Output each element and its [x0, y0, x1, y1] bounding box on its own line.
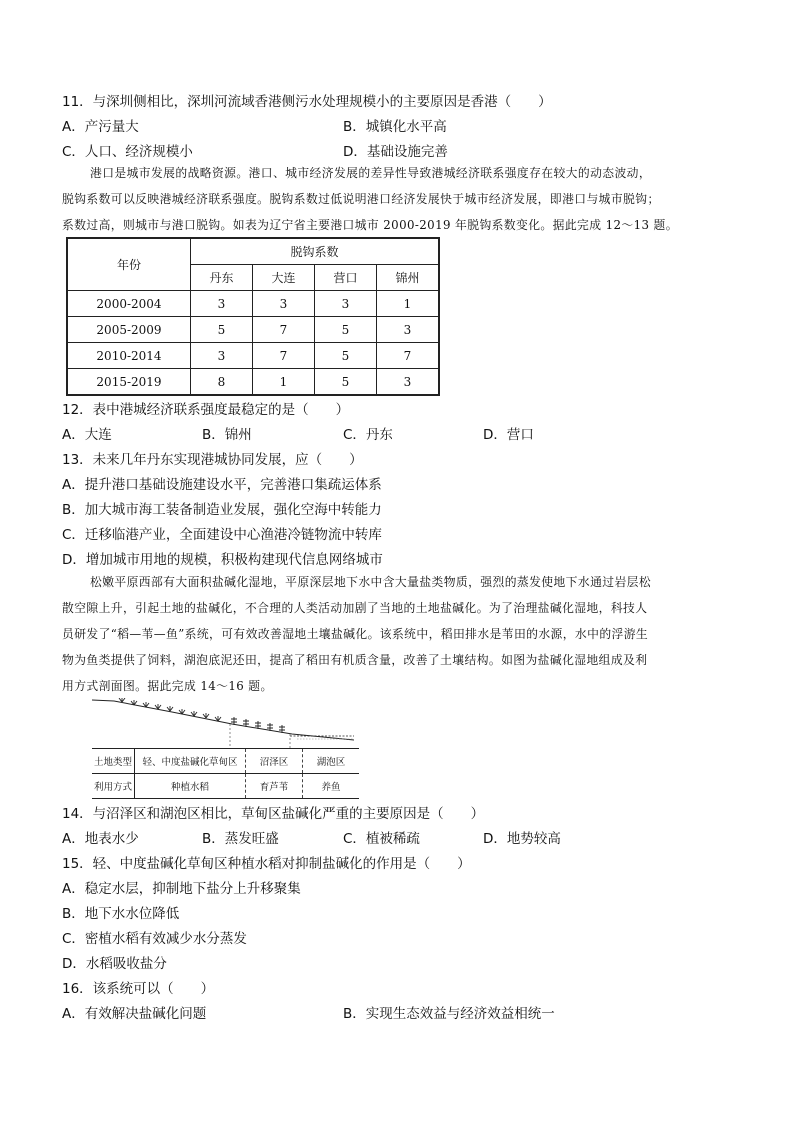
q15-stem: 15．轻、中度盐碱化草甸区种植水稻对抑制盐碱化的作用是（ ） — [62, 856, 471, 872]
q13-option-a: A．提升港口基础设施建设水平，完善港口集疏运体系 — [62, 477, 382, 493]
table-cell: 7 — [253, 343, 315, 369]
table-cell: 5 — [191, 317, 253, 343]
q12-option-c: C．丹东 — [343, 427, 393, 443]
table-cell: 3 — [191, 291, 253, 317]
q16-stem: 16．该系统可以（ ） — [62, 981, 215, 997]
terrain-profile-drawing — [92, 698, 354, 748]
table-city-header: 丹东 — [191, 265, 253, 291]
table-cell: 1 — [253, 369, 315, 396]
table-city-header: 大连 — [253, 265, 315, 291]
table-cell-year: 2000-2004 — [67, 291, 191, 317]
passage1-line-1: 港口是城市发展的战略资源。港口、城市经济发展的差异性导致港城经济联系强度存在较大的动态波动， — [90, 166, 652, 180]
table-row — [67, 369, 439, 396]
table-cell: 5 — [315, 369, 377, 396]
q12-option-d: D．营口 — [483, 427, 534, 443]
q11-option-c: C．人口、经济规模小 — [62, 144, 193, 160]
passage-saline-wetland — [62, 569, 738, 699]
figure-use-fish: 养鱼 — [303, 774, 360, 799]
q13-stem: 13．未来几年丹东实现港城协同发展，应（ ） — [62, 452, 363, 468]
table-cell: 3 — [191, 343, 253, 369]
table-cell-year: 2010-2014 — [67, 343, 191, 369]
passage2-line-2: 散空隙上升，引起土地的盐碱化，不合理的人类活动加剧了当地的土地盐碱化。为了治理盐碱化湿地，科技人 — [62, 601, 648, 615]
q13-option-b: B．加大城市海工装备制造业发展，强化空海中转能力 — [62, 502, 382, 518]
q15-option-a: A．稳定水层，抑制地下盐分上升移聚集 — [62, 881, 301, 897]
table-cell: 7 — [377, 343, 440, 369]
table-cell-year: 2005-2009 — [67, 317, 191, 343]
passage-port-city — [62, 160, 738, 238]
q14-option-d: D．地势较高 — [483, 831, 561, 847]
table-cell: 3 — [377, 317, 440, 343]
q11-stem: 11．与深圳侧相比，深圳河流域香港侧污水处理规模小的主要原因是香港（ ） — [62, 94, 552, 110]
q12-option-a: A．大连 — [62, 427, 112, 443]
figure-use-reed: 育芦苇 — [246, 774, 303, 799]
table-cell: 3 — [253, 291, 315, 317]
q13-option-c: C．迁移临港产业，全面建设中心渔港冷链物流中转库 — [62, 527, 382, 543]
q14-option-a: A．地表水少 — [62, 831, 139, 847]
table-cell: 3 — [377, 369, 440, 396]
decoupling-table — [66, 237, 440, 396]
table-cell: 8 — [191, 369, 253, 396]
table-city-header: 锦州 — [377, 265, 440, 291]
table-cell: 3 — [315, 291, 377, 317]
table-cell: 5 — [315, 317, 377, 343]
q11-option-b: B．城镇化水平高 — [343, 119, 447, 135]
passage2-line-4: 物为鱼类提供了饲料，湖泡底泥还田，提高了稻田有机质含量，改善了土壤结构。如图为盐碱化湿地组成及利 — [62, 653, 648, 667]
table-group-header: 脱钩系数 — [191, 238, 440, 265]
q15-option-d: D．水稻吸收盐分 — [62, 956, 167, 972]
figure-type-meadow: 轻、中度盐碱化草甸区 — [135, 749, 246, 774]
q11-option-d: D．基础设施完善 — [343, 144, 448, 160]
table-row — [67, 291, 439, 317]
figure-row-label-land-type: 土地类型 — [94, 757, 133, 768]
table-cell: 1 — [377, 291, 440, 317]
q15-option-c: C．密植水稻有效减少水分蒸发 — [62, 931, 247, 947]
q14-option-c: C．植被稀疏 — [343, 831, 420, 847]
table-cell: 5 — [315, 343, 377, 369]
q15-option-b: B．地下水水位降低 — [62, 906, 180, 922]
figure-type-marsh: 沼泽区 — [246, 749, 303, 774]
q16-option-b: B．实现生态效益与经济效益相统一 — [343, 1006, 555, 1022]
figure-type-lake: 湖泡区 — [303, 749, 360, 774]
table-year-header: 年份 — [67, 238, 191, 291]
q13-option-d: D．增加城市用地的规模，积极构建现代信息网络城市 — [62, 552, 383, 568]
figure-row-label-use: 利用方式 — [94, 782, 133, 793]
passage2-line-5: 用方式剖面图。据此完成 14～16 题。 — [62, 679, 273, 693]
passage1-line-2: 脱钩系数可以反映港城经济联系强度。脱钩系数过低说明港口经济发展快于城市经济发展，即港口与城市脱钩； — [62, 192, 660, 206]
table-row — [67, 343, 439, 369]
passage2-line-1: 松嫩平原西部有大面积盐碱化湿地，平原深层地下水中含大量盐类物质，强烈的蒸发使地下水通过岩层松 — [90, 575, 652, 589]
table-city-header: 营口 — [315, 265, 377, 291]
q12-option-b: B．锦州 — [202, 427, 252, 443]
q11-option-a: A．产污量大 — [62, 119, 139, 135]
figure-use-rice: 种植水稻 — [135, 774, 246, 799]
figure-legend-table — [92, 748, 359, 799]
q14-stem: 14．与沼泽区和湖泡区相比，草甸区盐碱化严重的主要原因是（ ） — [62, 806, 485, 822]
q14-option-b: B．蒸发旺盛 — [202, 831, 279, 847]
table-row — [67, 317, 439, 343]
passage1-line-3: 系数过高，则城市与港口脱钩。如表为辽宁省主要港口城市 2000-2019 年脱钩系数变化。据此完成 12～13 题。 — [62, 218, 678, 232]
table-cell-year: 2015-2019 — [67, 369, 191, 396]
q12-stem: 12．表中港城经济联系强度最稳定的是（ ） — [62, 402, 350, 418]
q16-option-a: A．有效解决盐碱化问题 — [62, 1006, 207, 1022]
passage2-line-3: 员研发了“稻—苇—鱼”系统，可有效改善湿地土壤盐碱化。该系统中，稻田排水是苇田的水源，水中的浮游生 — [62, 627, 649, 641]
table-cell: 7 — [253, 317, 315, 343]
